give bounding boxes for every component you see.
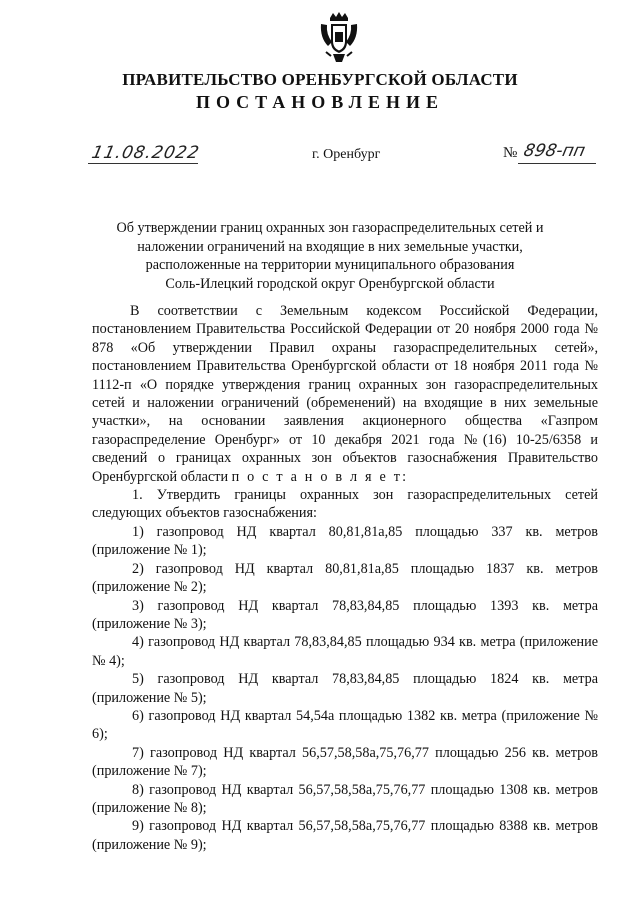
title-line: Соль-Илецкий городской округ Оренбургской области bbox=[165, 275, 495, 292]
number-label: № bbox=[503, 145, 518, 161]
number-underline bbox=[518, 163, 596, 164]
list-item: 8) газопровод НД квартал 56,57,58,58а,75,76,77 площадью 1308 кв. метров (приложение № 8); bbox=[92, 781, 598, 816]
list-item: 3) газопровод НД квартал 78,83,84,85 площадью 1393 кв. метра (приложение № 3); bbox=[92, 597, 598, 632]
list-item: 6) газопровод НД квартал 54,54а площадью 1382 кв. метра (приложение № 6); bbox=[92, 707, 598, 743]
list-item: 2) газопровод НД квартал 80,81,81а,85 площадью 1837 кв. метров (приложение № 2); bbox=[92, 560, 598, 596]
document-type: ПОСТАНОВЛЕНИЕ bbox=[195, 92, 445, 112]
list-item: 4) газопровод НД квартал 78,83,84,85 площадью 934 кв. метра (приложение № 4); bbox=[92, 634, 598, 669]
handwritten-date: 11.08.2022 bbox=[89, 143, 202, 163]
list-item: 7) газопровод НД квартал 56,57,58,58а,75,76,77 площадью 256 кв. метров (приложение № 7); bbox=[92, 744, 598, 780]
list-item: 9) газопровод НД квартал 56,57,58,58а,75,76,77 площадью 8388 кв. метров (приложение № 9); bbox=[92, 818, 598, 853]
handwritten-number: 898-пп bbox=[521, 141, 587, 161]
intro-text: В соответствии с Земельным кодексом Российской Федерации, постановлением Правительства Российской Федерации от 20 ноября 2000 года № 878 «Об утверждении Правил охраны газораспределительных сетей», постановлением Правительства Оренбургской области от 18 ноября 2011 года № 1112-п «О порядке утверждения границ охранных зон газораспределительных сетей и наложении ограничений (обременений) на входящие в них земельные участки», на основании заявления акционерного общества «Газпром газораспределение Оренбург» от 10 декабря 2021 года №(16) 10-25/6358 и сведений о границах охранных зон объектов газоснабжения Правительство Оренбургской области bbox=[92, 303, 598, 485]
document-body bbox=[92, 302, 598, 854]
document-title bbox=[100, 219, 560, 293]
list-item: 1) газопровод НД квартал 80,81,81а,85 площадью 337 кв. метров (приложение № 1); bbox=[92, 523, 598, 559]
coat-of-arms-icon bbox=[318, 12, 360, 64]
date-underline bbox=[88, 163, 198, 164]
decree-word: п о с т а н о в л я е т: bbox=[231, 468, 409, 485]
organization-name: ПРАВИТЕЛЬСТВО ОРЕНБУРГСКОЙ ОБЛАСТИ bbox=[122, 70, 518, 89]
intro-paragraph bbox=[92, 302, 598, 486]
list-item: 5) газопровод НД квартал 78,83,84,85 площадью 1824 кв. метра (приложение № 5); bbox=[92, 671, 598, 706]
title-line: наложении ограничений на входящие в них земельные участки, bbox=[137, 238, 523, 255]
city: г. Оренбург bbox=[312, 147, 381, 162]
title-line: Об утверждении границ охранных зон газораспределительных сетей и bbox=[116, 220, 544, 236]
point-1: 1. Утвердить границы охранных зон газораспределительных сетей следующих объектов газоснабжения: bbox=[92, 487, 598, 522]
title-line: расположенные на территории муниципального образования bbox=[145, 257, 515, 273]
